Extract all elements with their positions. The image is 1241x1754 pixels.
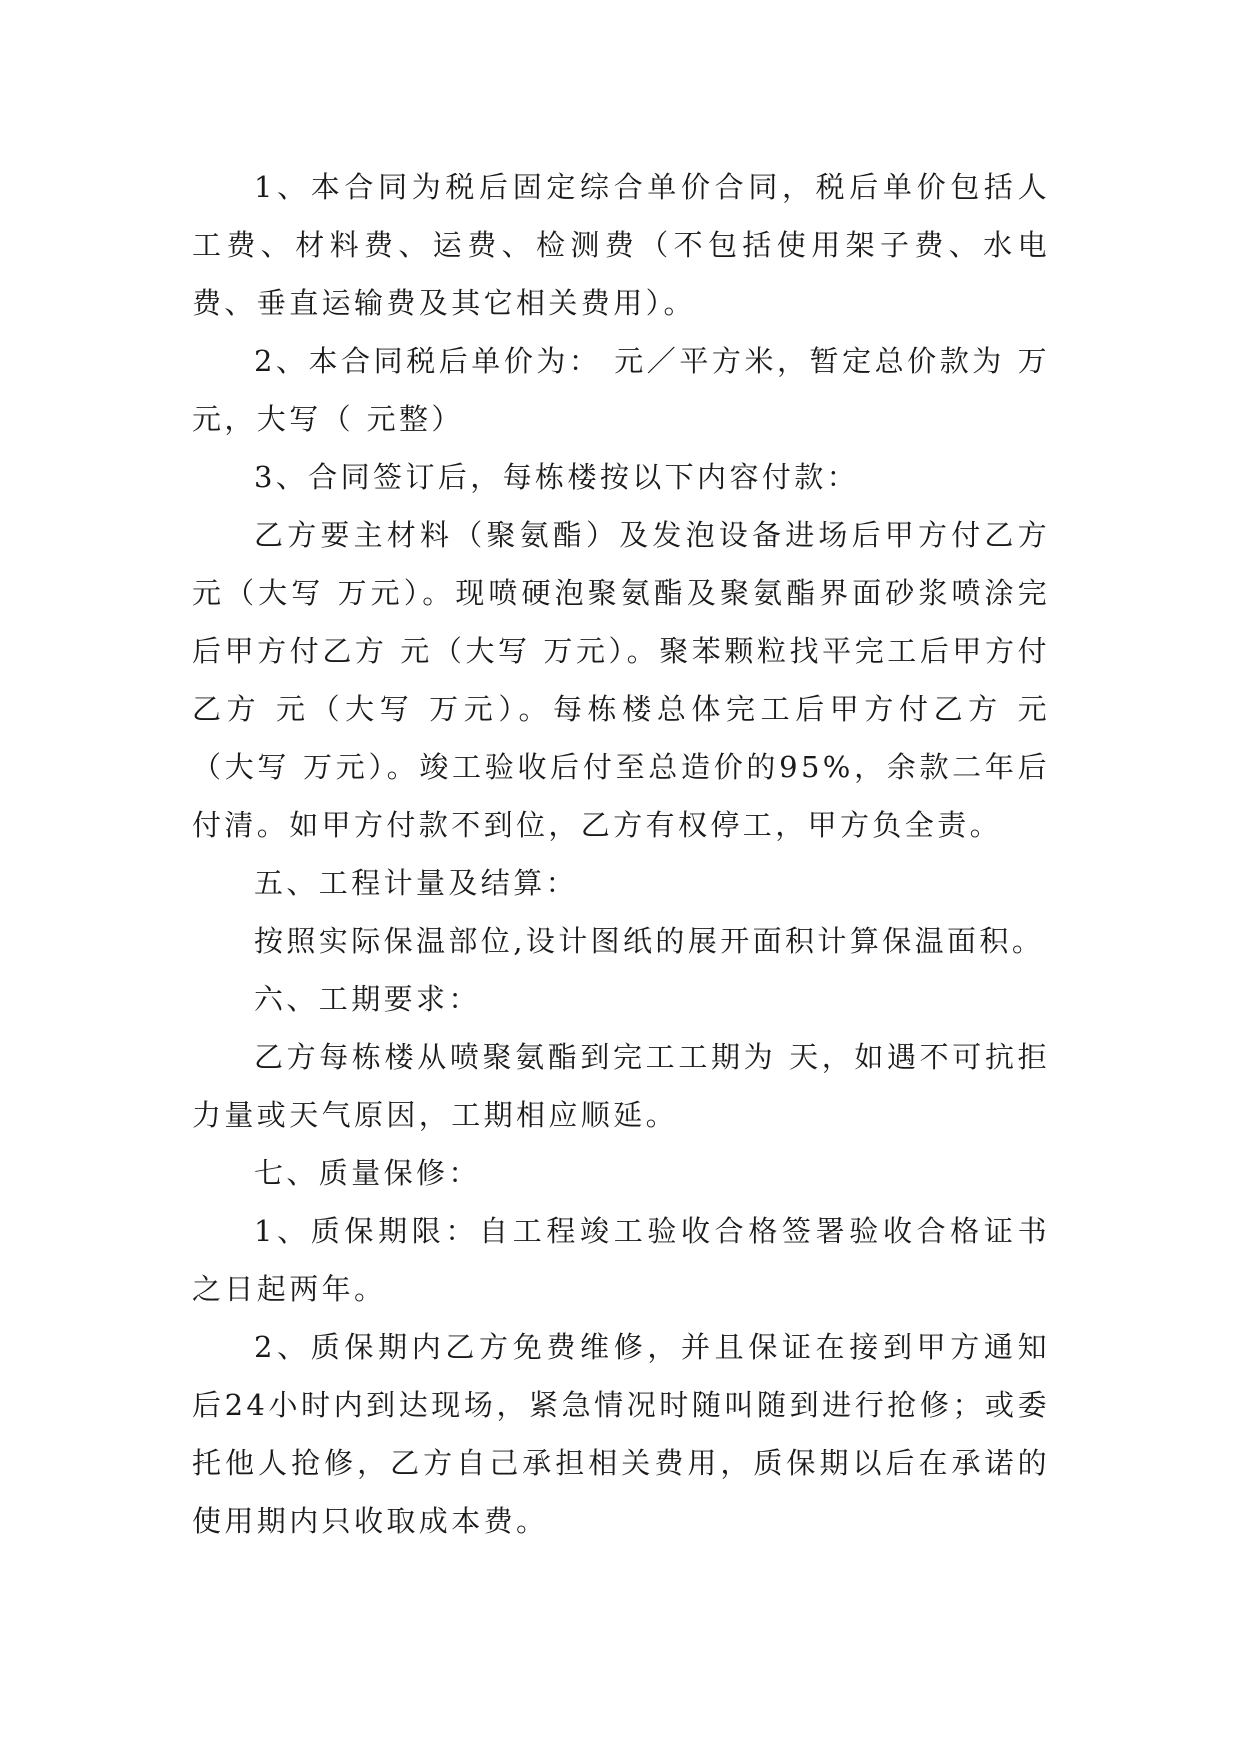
clause-warranty-period: 1、质保期限：自工程竣工验收合格签署验收合格证书之日起两年。 xyxy=(192,1214,1050,1306)
clause-unit-price-contract: 1、本合同为税后固定综合单价合同，税后单价包括人工费、材料费、运费、检测费（不包括使用架子费、水电费、垂直运输费及其它相关费用）。 xyxy=(192,170,1050,320)
clause-payment-intro: 3、合同签订后，每栋楼按以下内容付款： xyxy=(254,460,860,494)
clause-measurement: 按照实际保温部位,设计图纸的展开面积计算保温面积。 xyxy=(254,924,1045,958)
document-body xyxy=(192,158,1050,1550)
clause-warranty-repair: 2、质保期内乙方免费维修，并且保证在接到甲方通知后24小时内到达现场，紧急情况时随叫随到进行抢修；或委托他人抢修，乙方自己承担相关费用，质保期以后在承诺的使用期内只收取成本费。 xyxy=(192,1330,1050,1538)
section-heading-measurement: 五、工程计量及结算： xyxy=(254,866,579,900)
section-heading-warranty: 七、质量保修： xyxy=(254,1156,481,1190)
clause-payment-schedule: 乙方要主材料（聚氨酯）及发泡设备进场后甲方付乙方 元（大写 万元）。现喷硬泡聚氨酯及聚氨酯界面砂浆喷涂完后甲方付乙方 元（大写 万元）。聚苯颗粒找平完工后甲方付乙方 元（大写 万元）。每栋楼总体完工后甲方付乙方 元（大写 万元）。竣工验收后付至总造价的95%，余款二年后付清。如甲方付款不到位，乙方有权停工，甲方负全责。 xyxy=(192,518,1050,842)
clause-schedule: 乙方每栋楼从喷聚氨酯到完工工期为 天，如遇不可抗拒力量或天气原因，工期相应顺延。 xyxy=(192,1040,1050,1132)
section-heading-schedule: 六、工期要求： xyxy=(254,982,481,1016)
clause-unit-price-amount: 2、本合同税后单价为： 元／平方米，暂定总价款为 万元，大写（ 元整） xyxy=(192,344,1050,436)
